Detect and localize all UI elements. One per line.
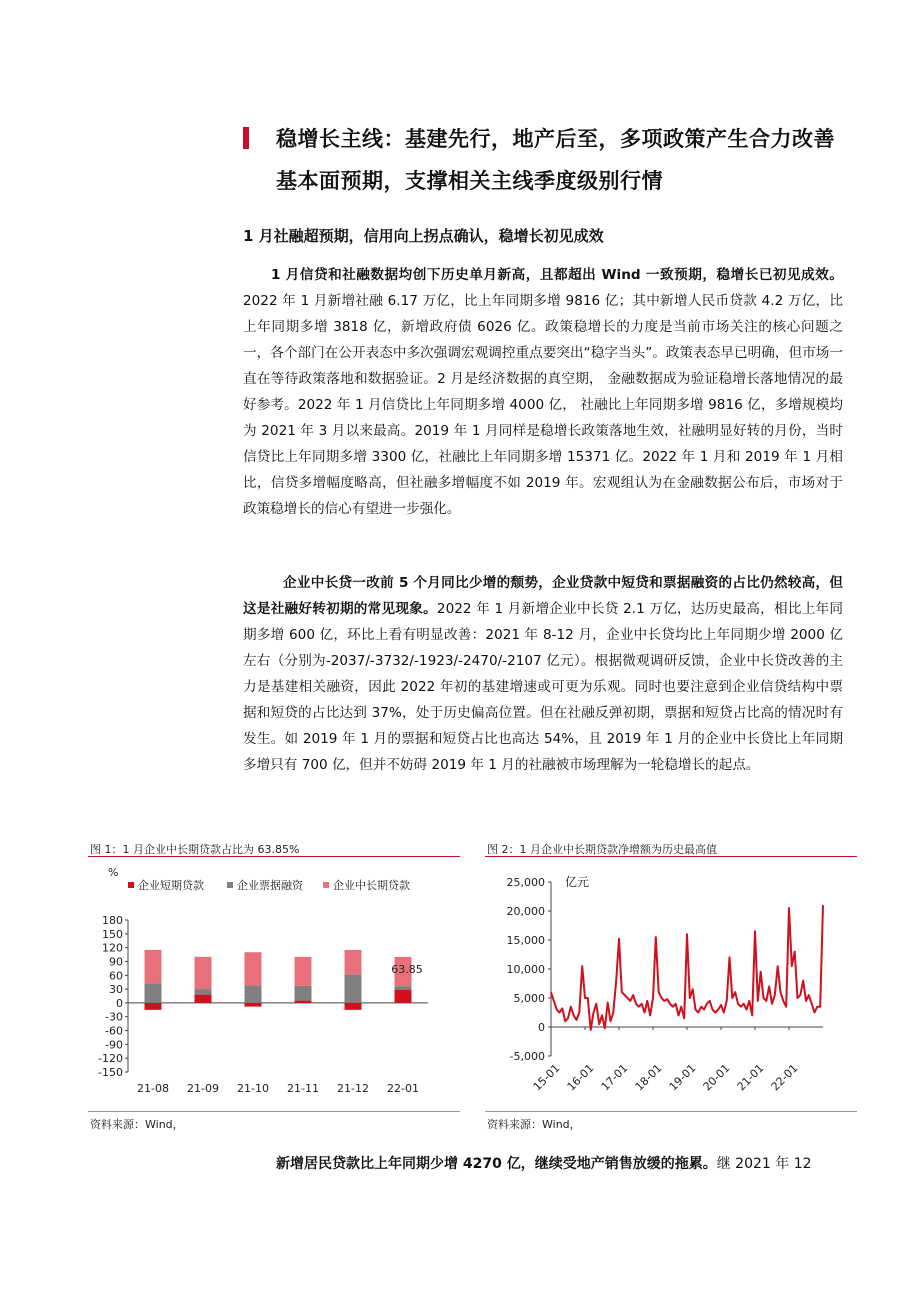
y-unit-label: % [108, 866, 119, 879]
figure-2-top-rule [485, 856, 857, 857]
x-tick-label: 21-12 [337, 1082, 369, 1095]
bar-segment [195, 989, 212, 995]
x-tick-label: 19-01 [666, 1061, 699, 1094]
y-tick-label: 20,000 [506, 905, 545, 918]
x-tick-label: 20-01 [700, 1061, 733, 1094]
figure-1-bottom-rule [88, 1111, 460, 1112]
bar-segment [295, 1001, 312, 1003]
bar-segment [295, 986, 312, 1001]
x-tick-label: 21-10 [237, 1082, 269, 1095]
y-tick-label: 150 [102, 927, 123, 941]
figure-1-source: 资料来源：Wind， [90, 1118, 184, 1131]
bar-segment [145, 1003, 162, 1010]
y-tick-label: 90 [109, 955, 123, 969]
paragraph-1-lead: 1 月信贷和社融数据均创下历史单月新高，且都超出 Wind 一致预期，稳增长已初见成效。 [271, 267, 843, 283]
bar-segment [195, 957, 212, 989]
x-tick-label: 17-01 [598, 1061, 631, 1094]
legend-label: 企业中长期贷款 [333, 879, 410, 892]
x-tick-label: 16-01 [564, 1061, 597, 1094]
legend-swatch [323, 882, 329, 888]
x-tick-label: 21-11 [287, 1082, 319, 1095]
y-tick-label: -30 [105, 1010, 123, 1024]
bar-segment [345, 974, 362, 1003]
paragraph-2 [243, 570, 843, 778]
bar-segment [395, 990, 412, 1003]
x-tick-label: 21-09 [187, 1082, 219, 1095]
y-tick-label: 10,000 [506, 963, 545, 976]
bar-segment [145, 984, 162, 1003]
bar-segment [345, 950, 362, 974]
paragraph-1-body: 2022 年 1 月新增社融 6.17 万亿，比上年同期多增 9816 亿；其中新增人民币贷款 4.2 万亿，比上年同期多增 3818 亿，新增政府债 6026 亿。政策稳增长的力度是当前市场关注的核心问题之一，各个部门在公开表态中多次强调宏观调控重点要突出“稳字当头”。政策表态早已明确，但市场一直在等待政策落地和数据验证。2 月是经济数据的真空期， 金融数据成为验证稳增长落地情况的最好参考。2022 年 1 月信贷比上年同期多增 4000 亿， 社融比上年同期多增 9816 亿，多增规模均为 2021 年 3 月以来最高。2019 年 1 月同样是稳增长政策落地生效，社融明显好转的月份，当时信贷比上年同期多增 3300 亿，社融比上年同期多增 15371 亿。2022 年 1 月和 2019 年 1 月相比，信贷多增幅度略高，但社融多增幅度不如 2019 年。宏观组认为在金融数据公布后，市场对于政策稳增长的信心有望进一步强化。 [243, 293, 843, 517]
y-tick-label: 0 [538, 1021, 545, 1034]
x-tick-label: 22-01 [768, 1061, 801, 1094]
y-tick-label: 5,000 [513, 992, 545, 1005]
bar-segment [395, 986, 412, 990]
paragraph-1 [243, 262, 843, 522]
x-tick-label: 15-01 [530, 1061, 563, 1094]
bar-segment [295, 957, 312, 986]
figure-2-bottom-rule [485, 1111, 857, 1112]
y-tick-label: -150 [98, 1066, 123, 1079]
paragraph-2-lead: 企业中长贷一改前 5 个月同比少增的颓势，企业贷款中短贷和票据融资的占比仍然较高，但这是社融好转初期的常见现象。 [243, 575, 843, 617]
figure-2-title: 图 2：1 月企业中长期贷款净增额为历史最高值 [487, 843, 717, 856]
bar-segment [245, 952, 262, 985]
figure-2-chart [485, 858, 857, 1110]
subheading: 1 月社融超预期，信用向上拐点确认，稳增长初见成效 [243, 227, 604, 245]
section-heading: 稳增长主线：基建先行，地产后至，多项政策产生合力改善基本面预期，支撑相关主线季度级别行情 [276, 127, 835, 193]
bottom-paragraph [276, 1153, 812, 1173]
y-tick-label: 30 [109, 983, 123, 997]
data-label: 63.85 [391, 962, 423, 976]
y-tick-label: 60 [109, 969, 123, 983]
legend-swatch [128, 882, 134, 888]
figure-2-source: 资料来源：Wind， [487, 1118, 581, 1131]
y-tick-label: -120 [98, 1052, 123, 1066]
bottom-paragraph-lead: 新增居民贷款比上年同期少增 4270 亿，继续受地产销售放缓的拖累。 [276, 1156, 717, 1172]
x-tick-label: 21-08 [137, 1082, 169, 1095]
y-tick-label: -5,000 [509, 1050, 545, 1063]
y-tick-label: 15,000 [506, 934, 545, 947]
bar-segment [345, 1003, 362, 1010]
legend-label: 企业短期贷款 [138, 879, 204, 892]
paragraph-2-body: 2022 年 1 月新增企业中长贷 2.1 万亿，达历史最高，相比上年同期多增 600 亿，环比上看有明显改善：2021 年 8-12 月，企业中长贷均比上年同期少增 2000 亿左右（分别为-2037/-3732/-1923/-2470/-2107 亿元）。根据微观调研反馈，企业中长贷改善的主力是基建相关融资，因此 2022 年初的基建增速或可更为乐观。同时也要注意到企业信贷结构中票据和短贷的占比达到 37%，处于历史偏高位置。但在社融反弹初期，票据和短贷占比高的情况时有发生。如 2019 年 1 月的票据和短贷占比也高达 54%，且 2019 年 1 月的企业中长贷比上年同期多增只有 700 亿，但并不妨碍 2019 年 1 月的社融被市场理解为一轮稳增长的起点。 [243, 601, 843, 773]
y-tick-label: 0 [116, 996, 123, 1010]
y-tick-label: -60 [105, 1024, 123, 1038]
bar-segment [245, 1003, 262, 1007]
bottom-paragraph-rest: 继 2021 年 12 [716, 1156, 812, 1172]
bar-segment [245, 985, 262, 1003]
legend-label: 企业票据融资 [237, 879, 303, 892]
bar-segment [145, 950, 162, 984]
x-tick-label: 18-01 [632, 1061, 665, 1094]
y-tick-label: 180 [102, 914, 123, 927]
figure-1-top-rule [88, 856, 460, 857]
heading-marker [243, 127, 249, 149]
legend-swatch [227, 882, 233, 888]
figure-1-chart [88, 858, 460, 1110]
y-unit-label: 亿元 [565, 875, 590, 889]
y-tick-label: 120 [102, 941, 123, 955]
x-tick-label: 21-01 [734, 1061, 767, 1094]
figure-1-title: 图 1：1 月企业中长期贷款占比为 63.85% [90, 843, 300, 856]
x-tick-label: 22-01 [387, 1082, 419, 1095]
y-tick-label: -90 [105, 1038, 123, 1052]
y-tick-label: 25,000 [506, 876, 545, 889]
series-line [551, 905, 823, 1030]
bar-segment [195, 995, 212, 1003]
